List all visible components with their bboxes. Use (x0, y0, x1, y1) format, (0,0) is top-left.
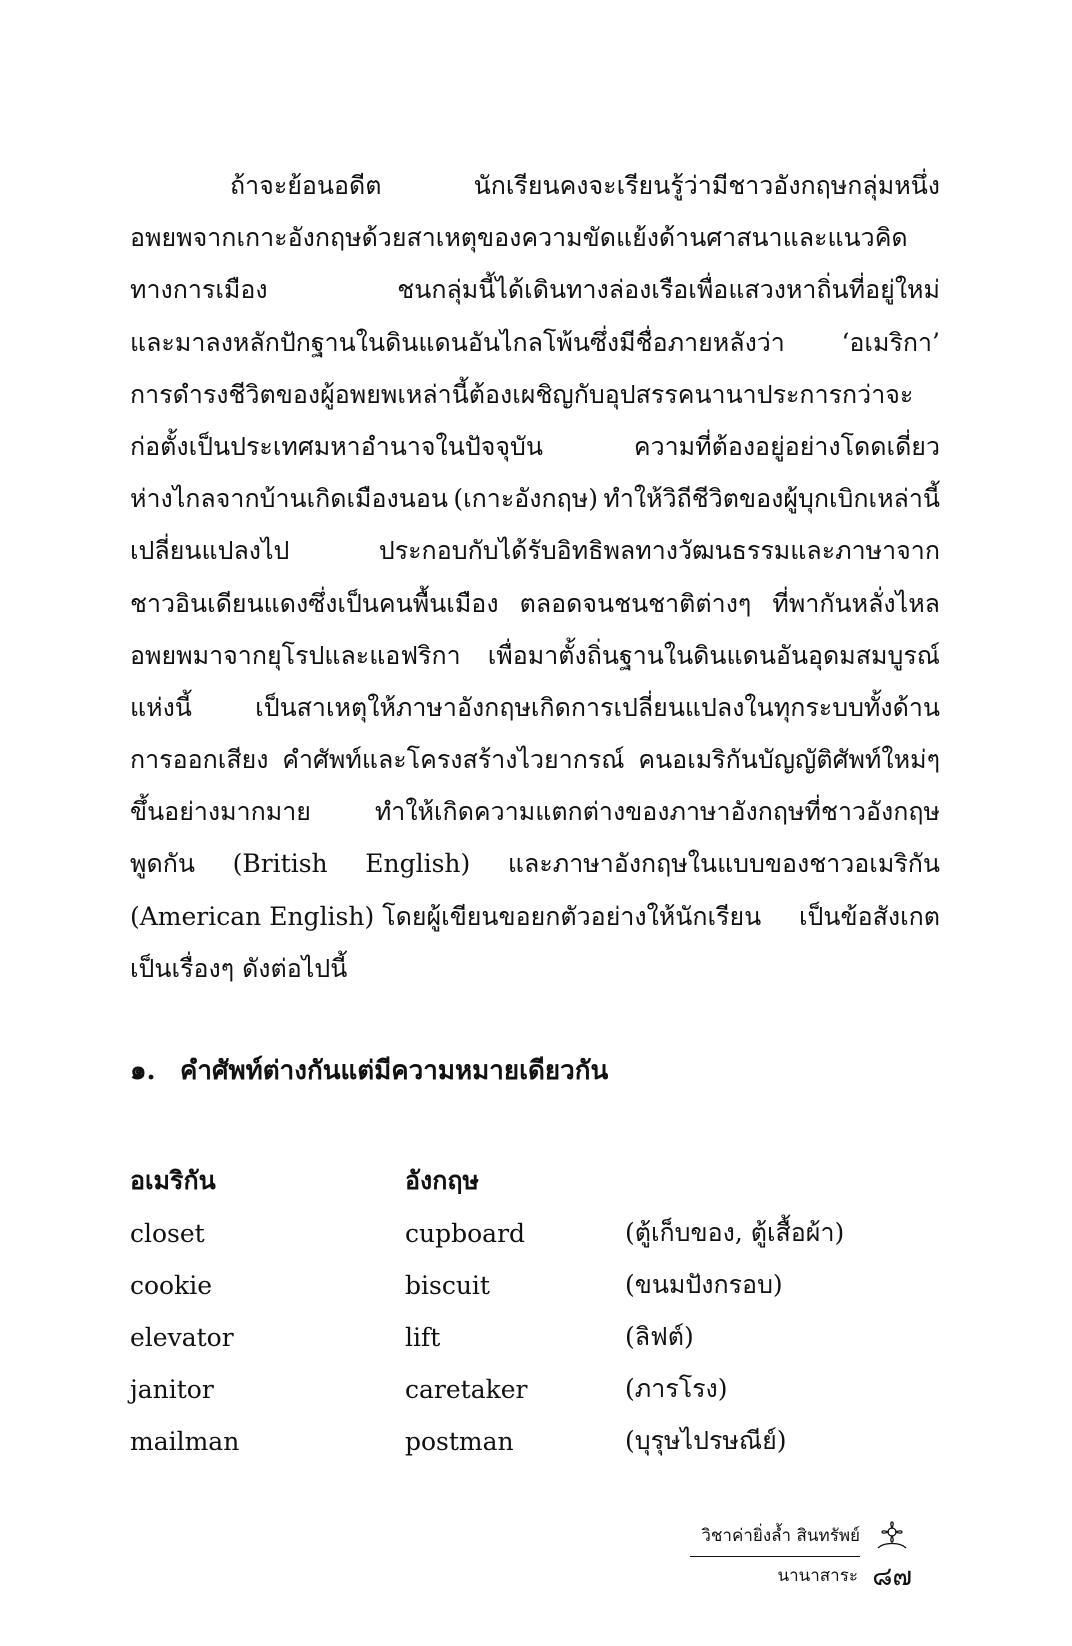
table-row (130, 1311, 844, 1363)
paragraph-line (130, 525, 940, 577)
text-segment: ชาวอินเดียนแดงซึ่งเป็นคนพื้นเมือง (130, 588, 499, 618)
text-segment: นักเรียนคงจะเรียนรู้ว่ามีชาวอังกฤษกลุ่มหนึ่ง (473, 171, 940, 200)
text-segment: เปลี่ยนแปลงไป (130, 536, 290, 566)
table-row (130, 1207, 844, 1259)
paragraph-line (130, 786, 940, 838)
text-segment: ที่พากันหลั่งไหล (772, 588, 940, 618)
text-segment: ทำให้เกิดความแตกต่างของภาษาอังกฤษที่ชาวอังกฤษ (374, 797, 940, 827)
page-footer (700, 1518, 940, 1590)
table-header-row (130, 1155, 844, 1207)
section-heading (130, 1050, 608, 1091)
paragraph-line (130, 578, 940, 630)
text-segment: การออกเสียง (130, 745, 269, 775)
body-paragraph (130, 160, 940, 995)
text-segment: ทางการเมือง (130, 275, 268, 305)
flower-logo-icon (870, 1518, 914, 1554)
text-segment: ห่างไกลจากบ้านเกิดเมืองนอน (130, 484, 448, 514)
british-word: cupboard (405, 1218, 526, 1248)
paragraph-line (130, 160, 940, 212)
table-row (130, 1259, 844, 1311)
header-american: อเมริกัน (130, 1166, 216, 1195)
american-word: janitor (130, 1374, 214, 1404)
table-row (130, 1415, 844, 1467)
footer-section-label: นานาสาระ (777, 1566, 858, 1586)
text-segment: เป็นข้อสังเกต (799, 901, 940, 931)
text-segment: ตลอดจนชนชาติต่างๆ (519, 588, 752, 618)
paragraph-line (130, 943, 940, 995)
paragraph-line (130, 734, 940, 786)
table-row (130, 1363, 844, 1415)
thai-meaning: (ภารโรง) (625, 1374, 728, 1403)
text-segment: เป็นสาเหตุให้ภาษาอังกฤษเกิดการเปลี่ยนแปลงในทุกระบบทั้งด้าน (255, 692, 940, 722)
footer-motto: วิชาค่ายิ่งล้ำ สินทรัพย์ (701, 1526, 860, 1546)
paragraph-line (130, 212, 940, 264)
text-segment: อพยพจากเกาะอังกฤษด้วยสาเหตุของความขัดแย้งด้านศาสนาและแนวคิด (130, 223, 908, 253)
text-segment: (American English) โดยผู้เขียนขอยกตัวอย่างให้นักเรียน (130, 901, 762, 931)
text-segment: (เกาะอังกฤษ) (453, 484, 598, 514)
paragraph-line (130, 838, 940, 890)
british-word: biscuit (405, 1270, 490, 1300)
paragraph-line (130, 369, 940, 421)
text-segment: ก่อตั้งเป็นประเทศมหาอำนาจในปัจจุบัน (130, 431, 543, 461)
text-segment: และภาษาอังกฤษในแบบของชาวอเมริกัน (507, 849, 940, 879)
text-segment: ชนกลุ่มนี้ได้เดินทางล่องเรือเพื่อแสวงหาถิ่นที่อยู่ใหม่ (397, 275, 940, 305)
text-segment: และมาลงหลักปักฐานในดินแดนอันไกลโพ้นซึ่งมีชื่อภายหลังว่า (130, 327, 785, 357)
paragraph-line (130, 891, 940, 943)
text-segment: ถ้าจะย้อนอดีต (230, 171, 382, 200)
text-segment: เพื่อมาตั้งถิ่นฐานในดินแดนอันอุดมสมบูรณ์ (487, 640, 940, 670)
text-segment: คำศัพท์และโครงสร้างไวยากรณ์ (282, 745, 625, 775)
text-segment: การดำรงชีวิตของผู้อพยพเหล่านี้ต้องเผชิญกับอุปสรรคนานาประการกว่าจะ (130, 379, 914, 409)
page-number: ๘๗ (872, 1562, 912, 1592)
text-segment: พูดกัน (130, 849, 195, 879)
text-segment: แห่งนี้ (130, 692, 192, 722)
section-title: คำศัพท์ต่างกันแต่มีความหมายเดียวกัน (180, 1056, 609, 1086)
footer-divider (690, 1556, 860, 1557)
header-british: อังกฤษ (405, 1166, 479, 1195)
vocabulary-table (130, 1155, 844, 1467)
text-segment: ความที่ต้องอยู่อย่างโดดเดี่ยว (633, 431, 940, 461)
text-segment: English) (365, 849, 471, 879)
paragraph-line (130, 682, 940, 734)
paragraph-line (130, 630, 940, 682)
text-segment: ‘อเมริกา’ (841, 327, 940, 357)
text-segment: เป็นเรื่องๆ ดังต่อไปนี้ (130, 953, 348, 983)
american-word: cookie (130, 1270, 213, 1300)
thai-meaning: (บุรุษไปรษณีย์) (625, 1426, 787, 1455)
british-word: caretaker (405, 1374, 528, 1404)
text-segment: อพยพมาจากยุโรปและแอฟริกา (130, 640, 461, 670)
text-segment: ประกอบกับได้รับอิทธิพลทางวัฒนธรรมและภาษาจาก (378, 536, 940, 566)
paragraph-line (130, 473, 940, 525)
text-segment: ทำให้วิถีชีวิตของผู้บุกเบิกเหล่านี้ (603, 484, 940, 514)
text-segment: (British (232, 849, 328, 879)
american-word: closet (130, 1218, 205, 1248)
thai-meaning: (ตู้เก็บของ, ตู้เสื้อผ้า) (625, 1218, 845, 1247)
paragraph-line (130, 421, 940, 473)
american-word: mailman (130, 1426, 240, 1456)
thai-meaning: (ขนมปังกรอบ) (625, 1270, 783, 1299)
american-word: elevator (130, 1322, 234, 1352)
british-word: postman (405, 1426, 514, 1456)
text-segment: ขึ้นอย่างมากมาย (130, 797, 311, 827)
text-segment: คนอเมริกันบัญญัติศัพท์ใหม่ๆ (638, 745, 940, 775)
british-word: lift (405, 1322, 441, 1352)
paragraph-line (130, 317, 940, 369)
section-number: ๑. (130, 1056, 156, 1086)
paragraph-line (130, 264, 940, 316)
thai-meaning: (ลิฟต์) (625, 1322, 694, 1351)
